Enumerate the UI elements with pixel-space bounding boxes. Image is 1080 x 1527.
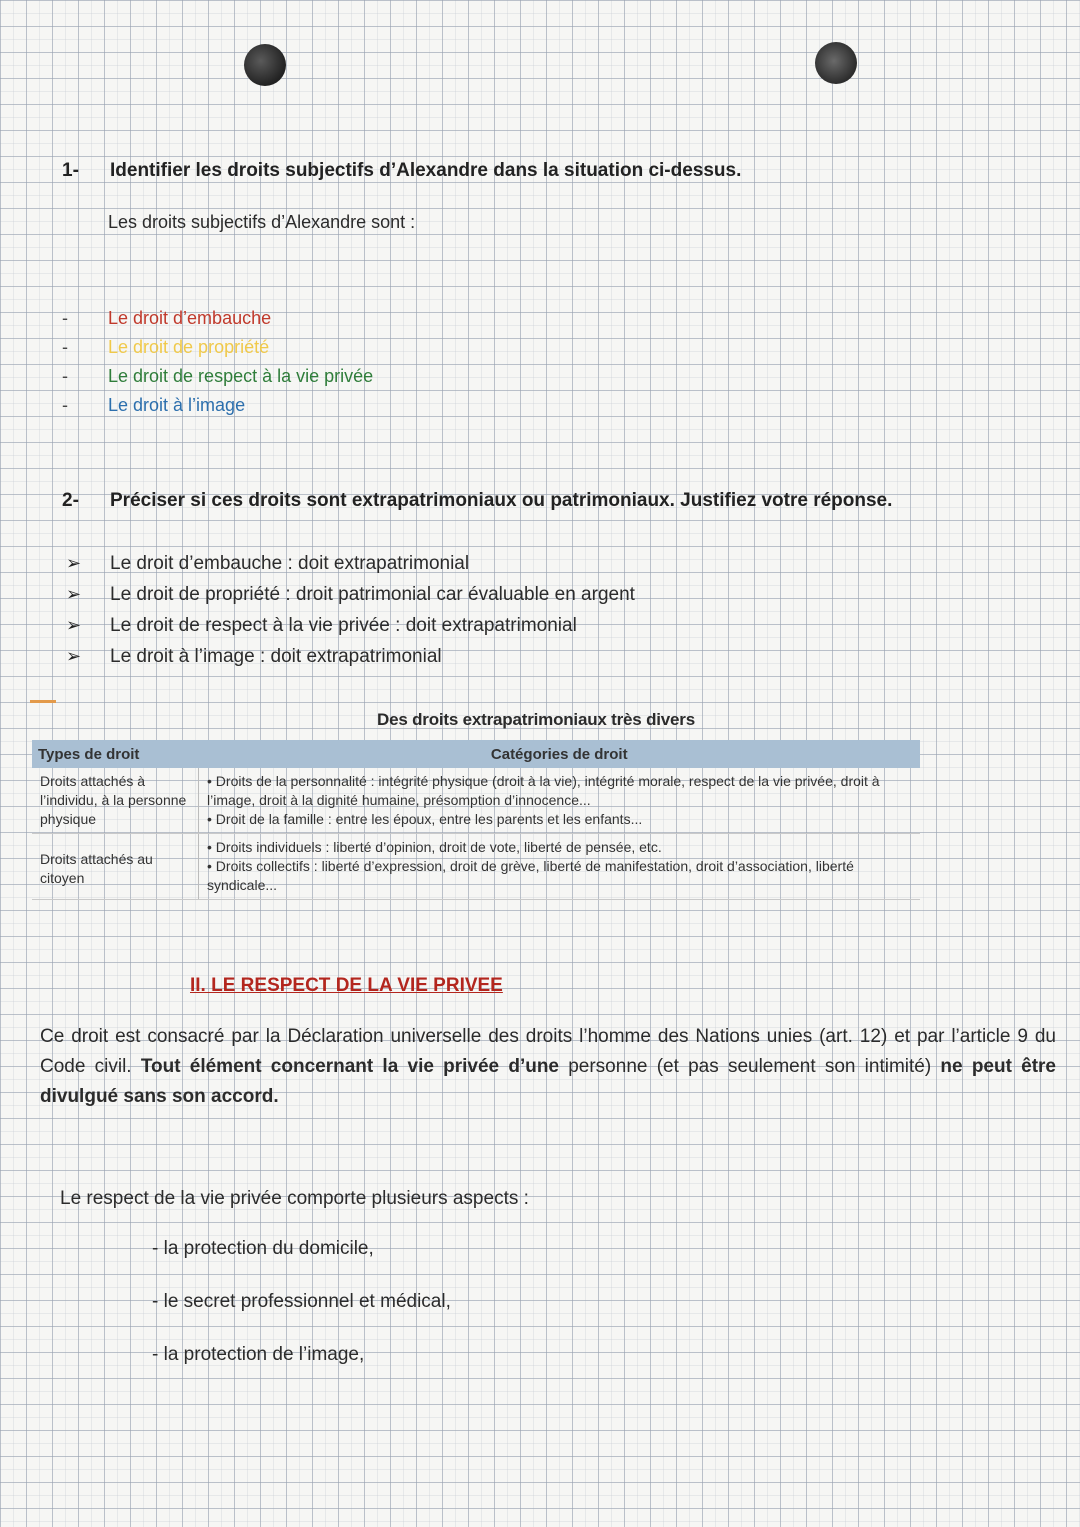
row-type: Droits attachés à l’individu, à la personne physique [32, 768, 199, 834]
question-1-text: Identifier les droits subjectifs d’Alexandre dans la situation ci-dessus. [110, 160, 742, 181]
row-categories [199, 768, 921, 834]
list-item [66, 579, 635, 610]
list-item [66, 548, 635, 579]
question-1-number: 1- [62, 160, 79, 181]
row-categories [199, 834, 921, 900]
table-header-row [32, 740, 920, 768]
aspects-list [152, 1238, 451, 1397]
aspects-lead: Le respect de la vie privée comporte plusieurs aspects : [60, 1188, 529, 1209]
dash-bullet: - [62, 366, 68, 386]
right-label: Le droit d’embauche [108, 308, 272, 328]
answers-list [66, 548, 635, 672]
right-label: Le droit à l’image [108, 395, 246, 415]
list-item [62, 337, 373, 366]
section-paragraph [40, 1022, 1056, 1112]
arrow-bullet-icon: ➢ [66, 615, 82, 635]
table-row [32, 768, 920, 834]
paragraph-text: (et pas seulement son intimité) [656, 1056, 941, 1077]
punch-hole-right [815, 42, 857, 84]
category-item: • Droits collectifs : liberté d’expression, droit de grève, liberté de manifestation, droit d’association, liberté syndicale... [207, 858, 854, 893]
category-item: • Droit de la famille : entre les époux, entre les parents et les enfants... [207, 811, 643, 827]
answer-text: Le droit de propriété : droit patrimonial car évaluable en argent [110, 583, 635, 605]
rights-table [32, 740, 920, 900]
dash-bullet: - [62, 308, 68, 328]
answer-text: Le droit à l’image : doit extrapatrimonial [110, 645, 442, 667]
rights-table-block [32, 710, 920, 900]
right-label: Le droit de propriété [108, 337, 270, 357]
list-item [62, 395, 373, 424]
answer-text: Le droit de respect à la vie privée : doit extrapatrimonial [110, 614, 577, 636]
category-item: • Droits de la personnalité : intégrité physique (droit à la vie), intégrité morale, respect de la vie privée, droit à l’image, droit à la dignité humaine, présomption d’innocence... [207, 773, 880, 808]
dash-bullet: - [62, 337, 68, 357]
list-item [66, 610, 635, 641]
question-1-intro: Les droits subjectifs d’Alexandre sont : [108, 212, 416, 232]
table-title: Des droits extrapatrimoniaux très divers [377, 710, 695, 729]
list-item [66, 641, 635, 672]
arrow-bullet-icon: ➢ [66, 584, 82, 604]
dash-bullet: - [62, 395, 68, 415]
paragraph-bold-text: ne peut être divulgué sans son accord. [40, 1056, 1056, 1107]
category-item: • Droits individuels : liberté d’opinion, droit de vote, liberté de pensée, etc. [207, 839, 662, 855]
question-2-text: Préciser si ces droits sont extrapatrimoniaux ou patrimoniaux. Justifiez votre réponse. [110, 490, 893, 511]
punch-hole-left [244, 44, 286, 86]
rights-list [62, 308, 373, 424]
list-item: - la protection du domicile, [152, 1238, 374, 1259]
row-type: Droits attachés au citoyen [32, 834, 199, 900]
paragraph-text: Ce droit est consacré par la Déclaration universelle des droits l’homme des Nations unies (art. 12) et par l’article 9 du Code civil. [40, 1026, 1056, 1077]
question-1 [62, 160, 741, 182]
question-2 [62, 490, 892, 512]
answer-text: Le droit d’embauche : doit extrapatrimonial [110, 552, 470, 574]
question-2-number: 2- [62, 490, 79, 511]
list-item: - la protection de l’image, [152, 1344, 365, 1365]
arrow-bullet-icon: ➢ [66, 553, 82, 573]
pen-mark [30, 700, 56, 703]
arrow-bullet-icon: ➢ [66, 646, 82, 666]
header-types: Types de droit [32, 740, 199, 768]
list-item: - le secret professionnel et médical, [152, 1291, 451, 1312]
paragraph-text: personne [559, 1056, 657, 1077]
list-item [62, 308, 373, 337]
right-label: Le droit de respect à la vie privée [108, 366, 374, 386]
header-categories: Catégories de droit [199, 740, 921, 768]
paragraph-bold-text: Tout élément concernant la vie privée d’une [140, 1056, 559, 1077]
list-item [62, 366, 373, 395]
table-row [32, 834, 920, 900]
section-title: II. LE RESPECT DE LA VIE PRIVEE [190, 975, 503, 996]
